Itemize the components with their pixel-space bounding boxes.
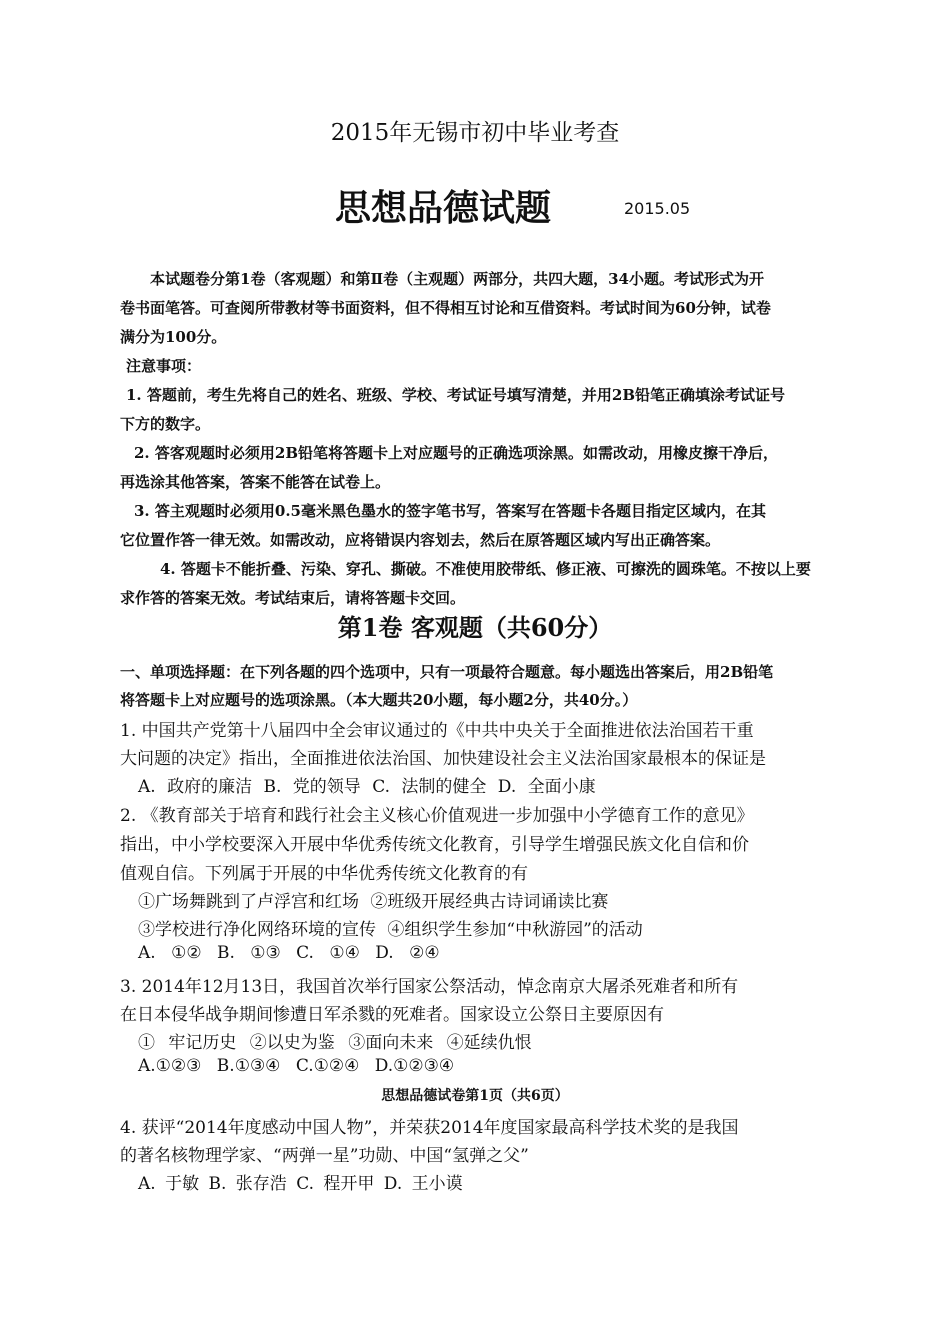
notice-line: 再选涂其他答案，答案不能答在试卷上。 xyxy=(120,473,391,491)
question-2-line: 指出，中小学校要深入开展中华优秀传统文化教育，引导学生增强民族文化自信和价 xyxy=(120,835,749,855)
question-3-statement: ① 牢记历史 ②以史为鉴 ③面向未来 ④延续仇恨 xyxy=(138,1033,532,1053)
question-2-statement: ③学校进行净化网络环境的宣传 ④组织学生参加“中秋游园”的活动 xyxy=(138,920,643,940)
question-1-line: 1. 中国共产党第十八届四中全会审议通过的《中共中央关于全面推进依法治国若干重 xyxy=(120,721,754,741)
page-footer: 思想品德试卷第1页（共6页） xyxy=(381,1088,569,1104)
notice-line: 它位置作答一律无效。如需改动，应将错误内容划去，然后在原答题区域内写出正确答案。 xyxy=(120,531,721,549)
notice-line: 求作答的答案无效。考试结束后，请将答题卡交回。 xyxy=(120,589,466,607)
question-2-line: 值观自信。下列属于开展的中华优秀传统文化教育的有 xyxy=(120,864,528,884)
question-4-options: A. 于敏 B. 张存浩 C. 程开甲 D. 王小谟 xyxy=(138,1174,463,1194)
notice-line: 下方的数字。 xyxy=(120,415,211,433)
question-3-options: A.①②③ B.①③④ C.①②④ D.①②③④ xyxy=(138,1056,455,1076)
question-3-line: 在日本侵华战争期间惨遭日军杀戮的死难者。国家设立公祭日主要原因有 xyxy=(120,1005,664,1025)
intro-line: 满分为100分。 xyxy=(120,328,227,346)
question-2-line: 2. 《教育部关于培育和践行社会主义核心价值观进一步加强中小学德育工作的意见》 xyxy=(120,806,754,826)
exam-subject-title: 思想品德试题 xyxy=(335,187,552,229)
question-1-line: 大问题的决定》指出，全面推进依法治国、加快建设社会主义法治国家最根本的保证是 xyxy=(120,749,766,769)
question-4-line: 4. 获评“2014年度感动中国人物”，并荣获2014年度国家最高科学技术奖的是我国 xyxy=(120,1118,739,1138)
intro-line: 卷书面笔答。可查阅所带教材等书面资料，但不得相互讨论和互借资料。考试时间为60分钟，试卷 xyxy=(120,299,771,317)
question-2-statement: ①广场舞跳到了卢浮宫和红场 ②班级开展经典古诗词诵读比赛 xyxy=(138,892,609,912)
notice-line: 2. 答客观题时必须用2B铅笔将答题卡上对应题号的正确选项涂黑。如需改动，用橡皮擦干净后， xyxy=(134,444,779,462)
question-2-options: A. ①② B. ①③ C. ①④ D. ②④ xyxy=(138,943,440,963)
notice-line: 4. 答题卡不能折叠、污染、穿孔、撕破。不准使用胶带纸、修正液、可擦洗的圆珠笔。不按以上要 xyxy=(160,560,811,578)
notice-line: 1. 答题前，考生先将自己的姓名、班级、学校、考试证号填写清楚，并用2B铅笔正确填涂考试证号 xyxy=(126,386,786,404)
question-3-line: 3. 2014年12月13日，我国首次举行国家公祭活动，悼念南京大屠杀死难者和所有 xyxy=(120,977,739,997)
notice-heading: 注意事项： xyxy=(126,357,202,375)
exam-title-line1: 2015年无锡市初中毕业考查 xyxy=(330,120,620,146)
question-1-options: A. 政府的廉洁 B. 党的领导 C. 法制的健全 D. 全面小康 xyxy=(138,777,596,797)
section-instruction: 一、单项选择题：在下列各题的四个选项中，只有一项最符合题意。每小题选出答案后，用2B铅笔 xyxy=(120,663,774,681)
notice-line: 3. 答主观题时必须用0.5毫米黑色墨水的签字笔书写，答案写在答题卡各题目指定区域内，在其 xyxy=(134,502,766,520)
exam-date: 2015.05 xyxy=(624,199,691,218)
section-instruction: 将答题卡上对应题号的选项涂黑。（本大题共20小题，每小题2分，共40分。） xyxy=(120,691,638,709)
question-4-line: 的著名核物理学家、“两弹一星”功勋、中国“氢弹之父” xyxy=(120,1146,529,1166)
section-title: 第1卷 客观题（共60分） xyxy=(337,613,613,642)
intro-line: 本试题卷分第1卷（客观题）和第Ⅱ卷（主观题）两部分，共四大题，34小题。考试形式为开 xyxy=(150,270,764,288)
